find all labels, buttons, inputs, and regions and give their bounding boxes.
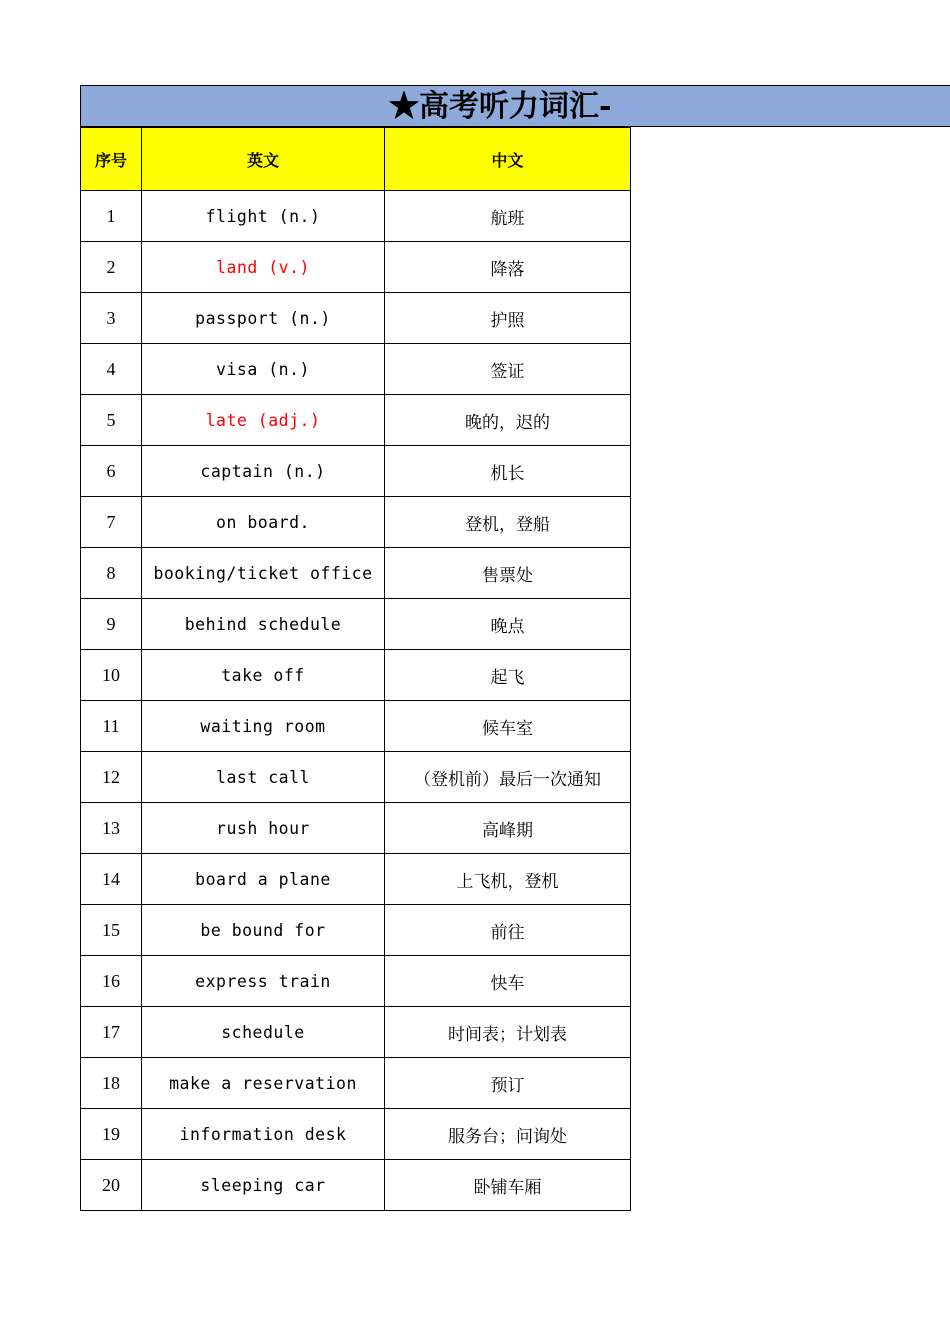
cell-english[interactable]: on board.	[142, 497, 385, 548]
cell-index[interactable]: 4	[81, 344, 142, 395]
cell-index[interactable]: 15	[81, 905, 142, 956]
cell-english[interactable]: passport (n.)	[142, 293, 385, 344]
table-row	[81, 1160, 631, 1211]
header-row	[81, 128, 631, 191]
cell-index[interactable]: 16	[81, 956, 142, 1007]
header-index[interactable]: 序号	[81, 128, 142, 191]
table-row	[81, 1109, 631, 1160]
cell-index[interactable]: 18	[81, 1058, 142, 1109]
cell-index[interactable]: 13	[81, 803, 142, 854]
cell-index[interactable]: 3	[81, 293, 142, 344]
cell-english[interactable]: waiting room	[142, 701, 385, 752]
table-row	[81, 1058, 631, 1109]
cell-chinese[interactable]: 晚的，迟的	[385, 395, 631, 446]
cell-chinese[interactable]: 签证	[385, 344, 631, 395]
cell-english[interactable]: board a plane	[142, 854, 385, 905]
table-row	[81, 344, 631, 395]
header-chinese[interactable]: 中文	[385, 128, 631, 191]
cell-chinese[interactable]: 卧铺车厢	[385, 1160, 631, 1211]
table-row	[81, 650, 631, 701]
table-row	[81, 293, 631, 344]
cell-chinese[interactable]: 护照	[385, 293, 631, 344]
cell-chinese[interactable]: 高峰期	[385, 803, 631, 854]
table-row	[81, 191, 631, 242]
table-row	[81, 1007, 631, 1058]
cell-chinese[interactable]: 时间表；计划表	[385, 1007, 631, 1058]
table-row	[81, 395, 631, 446]
cell-english[interactable]: information desk	[142, 1109, 385, 1160]
table-row	[81, 701, 631, 752]
table-row	[81, 242, 631, 293]
cell-index[interactable]: 9	[81, 599, 142, 650]
cell-english[interactable]: be bound for	[142, 905, 385, 956]
cell-chinese[interactable]: 航班	[385, 191, 631, 242]
cell-chinese[interactable]: 上飞机，登机	[385, 854, 631, 905]
table-row	[81, 599, 631, 650]
cell-index[interactable]: 14	[81, 854, 142, 905]
cell-english[interactable]: take off	[142, 650, 385, 701]
table-row	[81, 803, 631, 854]
table-row	[81, 446, 631, 497]
cell-english[interactable]: land (v.)	[142, 242, 385, 293]
title-cell[interactable]	[80, 85, 630, 127]
table-row	[81, 956, 631, 1007]
cell-english[interactable]: last call	[142, 752, 385, 803]
cell-index[interactable]: 19	[81, 1109, 142, 1160]
cell-english[interactable]: make a reservation	[142, 1058, 385, 1109]
cell-chinese[interactable]: 预订	[385, 1058, 631, 1109]
cell-english[interactable]: express train	[142, 956, 385, 1007]
cell-index[interactable]: 2	[81, 242, 142, 293]
cell-chinese[interactable]: 候车室	[385, 701, 631, 752]
cell-chinese[interactable]: 快车	[385, 956, 631, 1007]
cell-english[interactable]: captain (n.)	[142, 446, 385, 497]
cell-index[interactable]: 11	[81, 701, 142, 752]
cell-index[interactable]: 10	[81, 650, 142, 701]
cell-index[interactable]: 20	[81, 1160, 142, 1211]
cell-english[interactable]: behind schedule	[142, 599, 385, 650]
table-row	[81, 497, 631, 548]
cell-chinese[interactable]: （登机前）最后一次通知	[385, 752, 631, 803]
cell-index[interactable]: 12	[81, 752, 142, 803]
cell-chinese[interactable]: 机长	[385, 446, 631, 497]
cell-chinese[interactable]: 降落	[385, 242, 631, 293]
cell-index[interactable]: 1	[81, 191, 142, 242]
cell-english[interactable]: visa (n.)	[142, 344, 385, 395]
cell-chinese[interactable]: 售票处	[385, 548, 631, 599]
cell-index[interactable]: 8	[81, 548, 142, 599]
table-row	[81, 752, 631, 803]
cell-index[interactable]: 7	[81, 497, 142, 548]
cell-english[interactable]: sleeping car	[142, 1160, 385, 1211]
header-english[interactable]: 英文	[142, 128, 385, 191]
table-body	[81, 191, 631, 1211]
cell-english[interactable]: schedule	[142, 1007, 385, 1058]
cell-index[interactable]: 17	[81, 1007, 142, 1058]
table-row	[81, 854, 631, 905]
cell-index[interactable]: 6	[81, 446, 142, 497]
cell-english[interactable]: flight (n.)	[142, 191, 385, 242]
table-row	[81, 548, 631, 599]
cell-chinese[interactable]: 登机，登船	[385, 497, 631, 548]
vocabulary-table	[80, 127, 631, 1211]
table-row	[81, 905, 631, 956]
cell-english[interactable]: rush hour	[142, 803, 385, 854]
cell-chinese[interactable]: 晚点	[385, 599, 631, 650]
cell-index[interactable]: 5	[81, 395, 142, 446]
sheet-title: ★高考听力词汇-	[389, 89, 612, 124]
cell-english[interactable]: late (adj.)	[142, 395, 385, 446]
cell-chinese[interactable]: 前往	[385, 905, 631, 956]
cell-chinese[interactable]: 服务台；问询处	[385, 1109, 631, 1160]
cell-english[interactable]: booking/ticket office	[142, 548, 385, 599]
cell-chinese[interactable]: 起飞	[385, 650, 631, 701]
